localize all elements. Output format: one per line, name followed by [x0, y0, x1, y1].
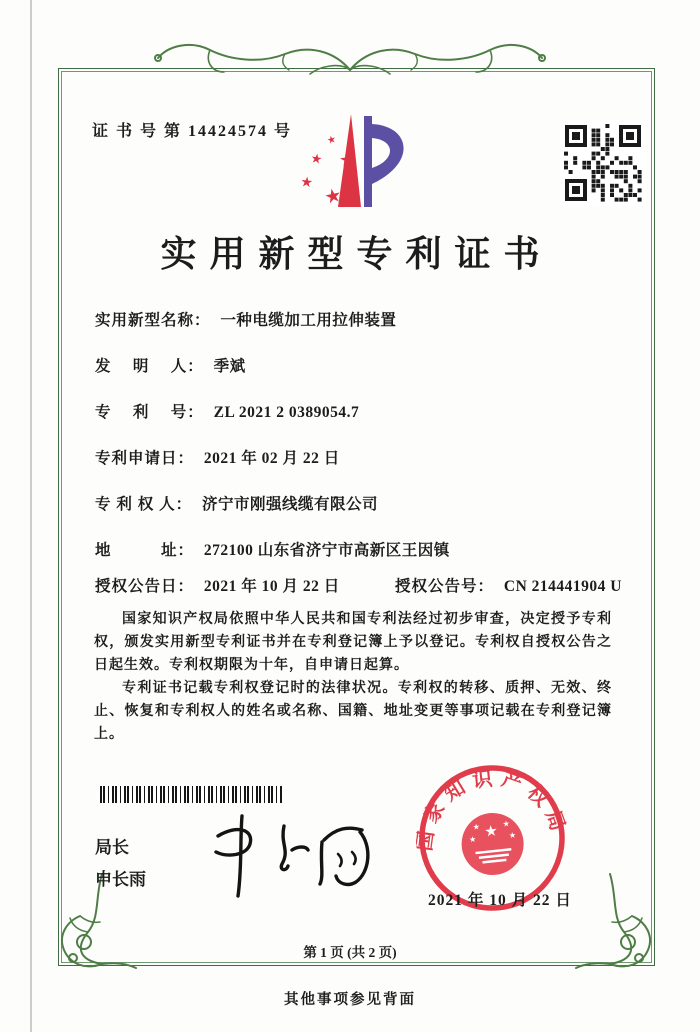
svg-text:★: ★	[468, 834, 477, 845]
svg-text:★: ★	[483, 821, 499, 841]
field-list	[95, 308, 450, 584]
svg-text:★: ★	[337, 149, 356, 171]
svg-text:★: ★	[299, 174, 314, 192]
field-row-address	[95, 538, 450, 559]
grant-date-label: 授权公告日：	[95, 578, 195, 595]
field-label: 专 利 号：	[95, 404, 204, 421]
body-paragraph-1: 国家知识产权局依照中华人民共和国专利法经过初步审查，决定授予专利权，颁发实用新型专利证书并在专利登记簿上予以登记。专利权自授权公告之日起生效。专利权期限为十年，自申请日起算。	[94, 612, 612, 673]
grant-row	[95, 574, 622, 596]
cnipa-logo-icon	[288, 110, 422, 214]
field-value: 一种电缆加工用拉伸装置	[220, 312, 397, 329]
back-side-note: 其他事项参见背面	[284, 992, 416, 1008]
svg-text:★: ★	[309, 151, 324, 168]
signer-title: 局长	[95, 838, 129, 857]
legal-text	[94, 608, 612, 746]
grant-date-value: 2021 年 10 月 22 日	[203, 578, 340, 595]
scan-artifact-line	[30, 0, 32, 1032]
field-label: 地 址：	[95, 542, 195, 559]
field-row-patentee	[95, 492, 450, 513]
field-value: ZL 2021 2 0389054.7	[213, 404, 360, 421]
svg-text:★: ★	[472, 822, 481, 832]
barcode	[100, 786, 282, 803]
svg-text:★: ★	[325, 133, 338, 147]
certificate-title: 实用新型专利证书	[160, 234, 553, 274]
field-value: 272100 山东省济宁市高新区王因镇	[203, 542, 450, 559]
field-row-patent-number	[95, 400, 450, 421]
field-label: 实用新型名称：	[95, 312, 211, 329]
field-value: 季斌	[213, 358, 246, 375]
field-row-inventor	[95, 354, 450, 375]
corner-flourish-right	[572, 872, 672, 982]
field-label: 专 利 权 人：	[95, 496, 193, 513]
field-label: 发 明 人：	[95, 358, 204, 375]
page-indicator: 第 1 页 (共 2 页)	[303, 945, 397, 960]
field-row-invention-name	[95, 308, 450, 329]
field-label: 专利申请日：	[95, 450, 195, 467]
body-paragraph-2: 专利证书记载专利权登记时的法律状况。专利权的转移、质押、无效、终止、恢复和专利权人的姓名或名称、国籍、地址变更等事项记载在专利登记簿上。	[94, 681, 612, 742]
field-value: 济宁市刚强线缆有限公司	[202, 496, 379, 513]
seal-date: 2021 年 10 月 22 日	[428, 892, 572, 909]
top-flourish-ornament	[150, 22, 550, 82]
certificate-number: 证 书 号 第 14424574 号	[92, 123, 293, 140]
svg-text:★: ★	[508, 830, 517, 841]
svg-text:★: ★	[322, 183, 344, 209]
field-row-filing-date	[95, 446, 450, 467]
grant-number-value: CN 214441904 U	[503, 578, 622, 595]
director-signature	[196, 806, 396, 902]
grant-number-label: 授权公告号：	[395, 578, 495, 595]
field-value: 2021 年 02 月 22 日	[203, 450, 340, 467]
seal-text: 国家知识产权局	[413, 767, 571, 853]
svg-text:★: ★	[502, 819, 511, 829]
qr-code	[560, 120, 646, 206]
signer-block	[95, 832, 146, 896]
signer-name: 申长雨	[95, 870, 146, 889]
